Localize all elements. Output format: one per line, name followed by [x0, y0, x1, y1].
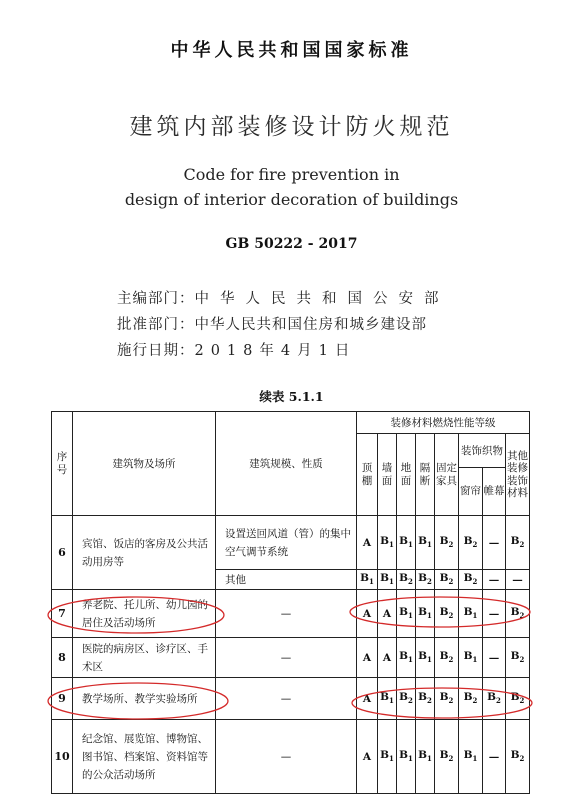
grade-cell: A — [378, 590, 397, 638]
grade-cell: $B_2$ — [435, 678, 459, 720]
editor-label: 主编部门： — [117, 291, 195, 307]
date-value: 2018年4月1日 — [194, 343, 357, 359]
grade-cell: A — [378, 638, 397, 678]
grade-cell: $B_1$ — [397, 638, 416, 678]
grade-cell: $B_1$ — [357, 570, 378, 590]
row-number: 7 — [52, 590, 73, 638]
grade-cell: $B_2$ — [435, 570, 459, 590]
grade-cell: $B_1$ — [378, 570, 397, 590]
document-title-cn: 建筑内部装修设计防火规范 — [129, 114, 454, 140]
approver-value: 中华人民共和国住房和城乡建设部 — [194, 317, 427, 333]
header-scale: 建筑规模、性质 — [216, 412, 357, 516]
header-floor: 地面 — [397, 434, 416, 516]
grade-cell: — — [483, 590, 506, 638]
grade-cell: $B_1$ — [459, 638, 483, 678]
grade-cell: $B_2$ — [435, 590, 459, 638]
grade-cell: $B_2$ — [506, 638, 530, 678]
grade-cell: $B_1$ — [378, 516, 397, 570]
grade-cell: $B_2$ — [397, 678, 416, 720]
row-number: 6 — [52, 516, 73, 590]
grade-cell: $B_2$ — [435, 516, 459, 570]
scale-cell: — — [216, 638, 357, 678]
effective-date — [117, 339, 356, 360]
grade-cell: $B_1$ — [378, 678, 397, 720]
grade-cell: $B_1$ — [459, 720, 483, 794]
place-cell: 医院的病房区、诊疗区、手术区 — [73, 638, 216, 678]
header-curtain: 窗帘 — [459, 468, 483, 516]
grade-cell: — — [506, 570, 530, 590]
grade-cell: $B_2$ — [416, 570, 435, 590]
fire-rating-table — [51, 411, 530, 794]
document-title-en-line-2: design of interior decoration of buildings — [124, 190, 459, 209]
scale-cell: 设置送回风道（管）的集中空气调节系统 — [216, 516, 357, 570]
date-label: 施行日期： — [117, 343, 195, 359]
header-wall: 墙面 — [378, 434, 397, 516]
place-cell: 养老院、托儿所、幼儿园的居住及活动场所 — [73, 590, 216, 638]
scale-cell: — — [216, 720, 357, 794]
grade-cell: $B_1$ — [416, 516, 435, 570]
grade-cell: A — [357, 720, 378, 794]
scale-cell: 其他 — [216, 570, 357, 590]
row-number: 8 — [52, 638, 73, 678]
grade-cell: $B_1$ — [459, 590, 483, 638]
grade-cell: $B_2$ — [435, 638, 459, 678]
document-title-en-line-1: Code for fire prevention in — [183, 165, 400, 184]
grade-cell: — — [483, 570, 506, 590]
grade-cell: $B_2$ — [506, 678, 530, 720]
grade-cell: $B_1$ — [416, 720, 435, 794]
place-cell: 纪念馆、展览馆、博物馆、图书馆、档案馆、资料馆等的公众活动场所 — [73, 720, 216, 794]
grade-cell: $B_2$ — [459, 678, 483, 720]
header-seq: 序号 — [52, 412, 73, 516]
header-grade-group: 装修材料燃烧性能等级 — [357, 412, 530, 434]
scale-cell: — — [216, 678, 357, 720]
grade-cell: A — [357, 638, 378, 678]
table-row — [52, 638, 530, 678]
editor-value: 中华人民共和国公安部 — [194, 291, 450, 307]
grade-cell: A — [357, 516, 378, 570]
grade-cell: $B_2$ — [506, 720, 530, 794]
grade-cell: $B_1$ — [397, 720, 416, 794]
row-number: 10 — [52, 720, 73, 794]
grade-cell: $B_1$ — [397, 590, 416, 638]
header-partition: 隔断 — [416, 434, 435, 516]
table-row — [52, 720, 530, 794]
header-fixed-furniture: 固定家具 — [435, 434, 459, 516]
grade-cell: $B_1$ — [416, 590, 435, 638]
grade-cell: $B_2$ — [416, 678, 435, 720]
header-ceiling: 顶棚 — [357, 434, 378, 516]
grade-cell: $B_2$ — [483, 678, 506, 720]
grade-cell: — — [483, 516, 506, 570]
grade-cell: $B_2$ — [506, 590, 530, 638]
table-row — [52, 590, 530, 638]
grade-cell: $B_1$ — [397, 516, 416, 570]
standard-type: 中华人民共和国国家标准 — [170, 40, 413, 61]
place-cell: 宾馆、饭店的客房及公共活动用房等 — [73, 516, 216, 590]
grade-cell: $B_2$ — [506, 516, 530, 570]
grade-cell: $B_2$ — [435, 720, 459, 794]
place-cell: 教学场所、教学实验场所 — [73, 678, 216, 720]
standard-number: GB 50222 - 2017 — [225, 236, 358, 252]
grade-cell: $B_1$ — [378, 720, 397, 794]
grade-cell: $B_2$ — [459, 570, 483, 590]
header-decor-fabric: 装饰织物 — [459, 434, 506, 468]
approver-label: 批准部门： — [117, 317, 195, 333]
scale-cell: — — [216, 590, 357, 638]
grade-cell: — — [483, 720, 506, 794]
approver-department — [117, 313, 427, 334]
grade-cell: — — [483, 638, 506, 678]
table-row — [52, 516, 530, 570]
grade-cell: $B_1$ — [416, 638, 435, 678]
table-row — [52, 678, 530, 720]
editor-department — [117, 287, 450, 308]
grade-cell: A — [357, 590, 378, 638]
grade-cell: A — [357, 678, 378, 720]
grade-cell: $B_2$ — [459, 516, 483, 570]
header-other-material: 其他装修装饰材料 — [506, 434, 530, 516]
grade-cell: $B_2$ — [397, 570, 416, 590]
table-caption: 续表 5.1.1 — [259, 389, 324, 404]
header-place: 建筑物及场所 — [73, 412, 216, 516]
header-drape: 帷幕 — [483, 468, 506, 516]
row-number: 9 — [52, 678, 73, 720]
